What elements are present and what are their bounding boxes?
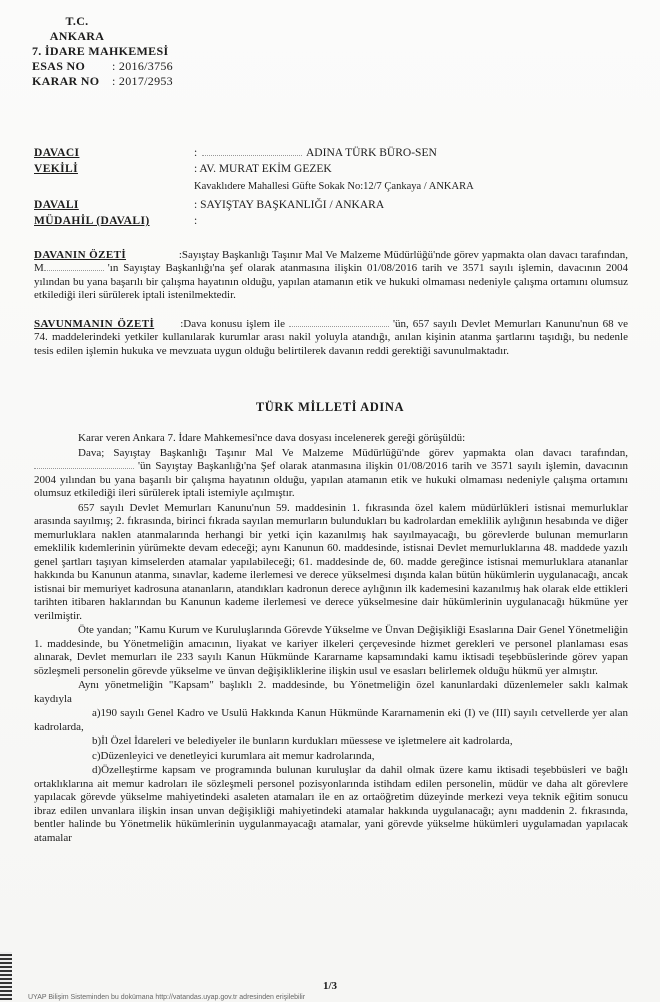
body-p2b: 'ün Sayıştay Başkanlığı'na Şef olarak atanmasına ilişkin 01/08/2016 tarih ve 3571 sayılı işlemin, davacının 2004 yılından bu yana başarılı bir çalışma hayatının olduğu, yapılan atamanın etik ve hukuki olmaması nedeniyle çalışma ortamını olumsuz etkilediği ileri sürülerek iptali istemiyle açılmıştır. [34, 460, 628, 499]
mudahil-value: : [194, 215, 198, 227]
vekili-address: Kavaklıdere Mahallesi Güfte Sokak No:12/7 Çankaya / ANKARA [194, 181, 474, 192]
vekili-label: VEKİLİ [34, 163, 78, 175]
davanin-ozeti-text1: :Sayıştay Başkanlığı Taşınır Mal Ve Malzeme Müdürlüğü'nde görev yapmakta olan davacı tarafından, M [34, 249, 629, 275]
body-item-c: c)Düzenleyici ve denetleyici kurumlara ait memur kadrolarında, [92, 749, 375, 762]
mudahil-label: MÜDAHİL (DAVALI) [34, 215, 150, 227]
body-item-d: d)Özelleştirme kapsam ve programında bulunan kuruluşlar da dahil olmak üzere kamu iktisadi teşebbüsleri ve bağlı ortaklıklarına ait memur kadroları ile sözleşmeli personel pozisyonlarında istihdam edilen personelin, müdür ve daha alt görevlere yapılacak görevde yükselme mahiyetindeki asaleten atamaları ile en az ortaöğretim düzeyinde merkezi veya teknik eğitim sonucu ibraz edilen unvanlara ilişkin insan unvan değişikliği mahiyetindeki atamalar hakkında uygulanacağı; aynı maddenin 2. fıkrasında, bentler halinde bu Yönetmelik hükümlerinin uygulanmayacağı atamalar, yani görevde yükselme hükümleri uygulamadan yapılacak atamalar [34, 764, 628, 844]
davaci-value: ADINA TÜRK BÜRO-SEN [306, 147, 437, 159]
body-p2 [34, 447, 628, 501]
redacted-name [202, 155, 302, 156]
header-court: 7. İDARE MAHKEMESİ [32, 44, 169, 58]
court-header [32, 14, 173, 89]
header-tc: T.C. [65, 14, 89, 28]
savunmanin-ozeti [34, 318, 628, 358]
davanin-ozeti-label: DAVANIN ÖZETİ [34, 249, 127, 261]
davaci-label: DAVACI [34, 147, 80, 159]
savunmanin-ozeti-text1: :Dava konusu işlem ile [180, 318, 286, 330]
body-p2a: Dava; Sayıştay Başkanlığı Taşınır Mal Ve Malzeme Müdürlüğü'nde görev yapmakta olan davacı tarafından, [78, 446, 628, 459]
page-number: 1/3 [322, 980, 338, 992]
esas-value: : 2016/3756 [112, 59, 173, 73]
karar-label: KARAR NO [32, 74, 100, 88]
uyap-footnote: UYAP Bilişim Sisteminden bu dokümana http://vatandas.uyap.gov.tr adresinden erişilebilir [28, 994, 306, 1001]
davali-value: : SAYIŞTAY BAŞKANLIĞI / ANKARA [194, 199, 385, 211]
body-item-a: a)190 sayılı Genel Kadro ve Usulü Hakkında Kanun Hükmünde Kararnamenin eki (I) ve (III) sayılı cetvellerde yer alan kadrolarda, [34, 707, 628, 733]
decision-title: TÜRK MİLLETİ ADINA [255, 400, 405, 414]
body-p1: Karar veren Ankara 7. İdare Mahkemesi'nce dava dosyası incelenerek gereği görüşüldü: [78, 432, 466, 444]
savunmanin-ozeti-label: SAVUNMANIN ÖZETİ [34, 318, 155, 330]
body-p4: Öte yandan; "Kamu Kurum ve Kuruluşlarında Görevde Yükselme ve Ünvan Değişikliği Esaslarına Dair Genel Yönetmeliğin 1. maddesinde, bu Yönetmeliğin amacının, liyakat ve kariyer ilkeleri çerçevesinde hizmet gerekleri ve personel planlaması esas alınarak, Devlet memurları ile 233 sayılı Kanun Hükmünde Kararname kapsamındaki kamu iktisadi teşebbüslerinde görev yapan sözleşmeli personelin görevde yükselme ve ünvan değişikliklerine ilişkin usul ve esasları belirlemek olduğu hükmü yer almıştır. [34, 624, 628, 677]
redacted-name [289, 326, 389, 327]
esas-label: ESAS NO [32, 59, 86, 73]
vekili-address-row [34, 180, 634, 194]
davali-label: DAVALI [34, 199, 79, 211]
header-city: ANKARA [49, 29, 105, 43]
karar-value: : 2017/2953 [112, 74, 173, 88]
davanin-ozeti [34, 249, 628, 303]
body-p3: 657 sayılı Devlet Memurları Kanunu'nun 59. maddesinin 1. fıkrasında özel kalem müdürlükleri istisnai memurluklar arasında sayılmış; 2. fıkrasında, birinci fıkrada sayılan memurların bulundukları bu kadrolardan emeklilik aylığının hesabında ve diğer memurluklara naklen atanmalarında herhangi bir yetki için kazanılmış hak sayılmayacağı, bu görevlerde bulunan memurların emeklilik kıdemlerinin yürümekte devam edeceği; aynı Kanunun 60. maddesinde, istisnai Devlet memurluklarına 48. maddede yazılı genel şartları taşıyan kimselerden atamalar yapılabileceği; 61. maddesinde de, 60. madde gereğince istisnai memurluklara atananlar hakkında bu Kanunun atanma, sınavlar, kademe ilerlemesi ve derece yükselmesi dışında kalan bütün hükümlerin uygulanacağı, ancak istisnai bir memuriyet kadrosuna atananların, atandıkları kadronun derece aylığının ilk kademesini kazanılmış hak olarak elde ettikleri tarihten itibaren haklarından bu Kanunun kademe ilerlemesi ve derece yükselmesine dair hükümlerinin uygulanacağı hükmüne yer verilmiştir. [34, 501, 628, 622]
vekili-value: : AV. MURAT EKİM GEZEK [194, 163, 332, 175]
davanin-ozeti-text2: 'ın Sayıştay Başkanlığı'na şef olarak atanmasına ilişkin 01/08/2016 tarih ve 3571 sayılı işlemin, davacının 2004 yılından bu yana başarılı bir çalışma hayatının olduğu, yapılan atamanın etik ve hukuki olmaması nedeniyle çalışma ortamını olumsuz etkilediği ileri sürülerek iptali istenilmektedir. [34, 262, 628, 302]
redacted-name [44, 270, 104, 271]
barcode-icon [0, 952, 12, 1000]
decision-body [34, 432, 628, 846]
body-p5: Aynı yönetmeliğin "Kapsam" başlıklı 2. maddesinde, bu Yönetmeliğin özel kanunlardaki düzenlemeler saklı kalmak kaydıyla [34, 679, 628, 705]
body-item-b: b)İl Özel İdareleri ve belediyeler ile bunların kurdukları müessese ve işletmelere ait kadrolarda, [92, 735, 513, 747]
party-davaci: DAVACI : ADINA TÜRK BÜRO-SEN [34, 147, 437, 159]
party-vekili [34, 162, 634, 176]
redacted-name [34, 468, 134, 469]
party-davali [34, 198, 634, 212]
party-mudahil [34, 214, 634, 228]
savunmanin-ozeti-text2: 'ün, 657 sayılı Devlet Memurları Kanunu'nun 68 ve 74. maddelerindeki yetkiler kullanılarak kurumlar arası nakil yoluyla atandığı, anılan kişinin atanma şartlarını taşıdığı, bu nedenle tesis edilen işlemin hukuka ve mevzuata uygun olduğu belirtilerek davanın reddi gerektiği savunulmaktadır. [34, 318, 628, 357]
